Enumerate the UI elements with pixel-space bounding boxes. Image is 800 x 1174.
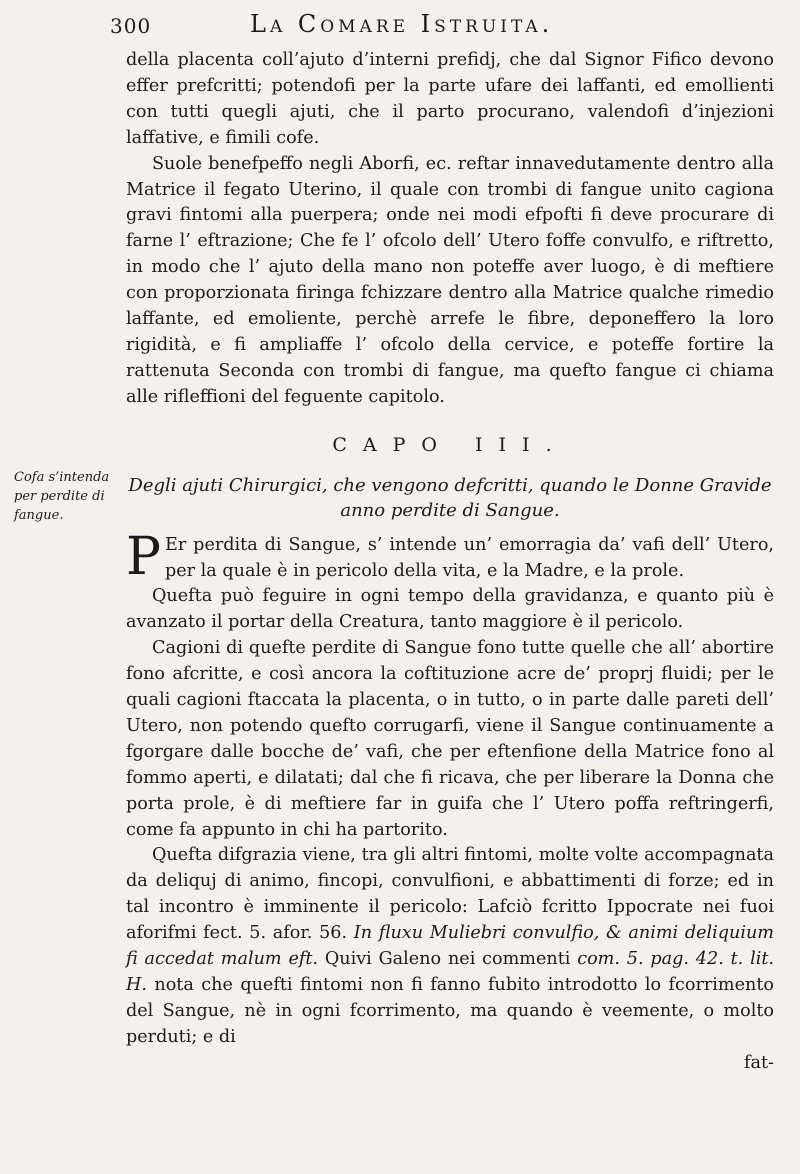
paragraph-2: Suole benefpeffo negli Aborfi, ec. reftar innavedutamente dentro alla Matrice il fegato Uterino, il quale con trombi di fangue unito cagiona gravi fintomi alla puerpera; onde nei modi efpofti fi deve procurare di farne l’ eftrazione; Che fe l’ ofcolo dell’ Utero foffe convulfo, e riftretto, in modo che l’ ajuto della mano non poteffe aver luogo, è di meftiere con proporzionata firinga fchizzare dentro alla Matrice qualche rimedio laffante, ed emoliente, perchè arrefe le fibre, deponeffero la loro rigidità, e fi ampliaffe l’ ofcolo della cervice, e poteffe fortire la rattenuta Seconda con trombi di fangue, ma quefto fangue ci chiama alle rifleffioni del feguente capitolo. (126, 153, 774, 407)
paragraph-3-text: Er perdita di Sangue, s’ intende un’ emorragia da’ vafi dell’ Utero, per la quale è in pericolo della vita, e la Madre, e la prole. (165, 534, 774, 581)
paragraph-6 (126, 843, 774, 1050)
page-body (126, 48, 774, 1077)
paragraph-3 (126, 526, 774, 587)
paragraph-6-a: Quefta difgrazia viene, tra gli altri fintomi, molte volte accompagnata da deliquj di animo, fincopi, convulfioni, e abbattimenti di forze; ed in tal incontro è imminente il pericolo: Lafciò fcritto Ippocrate nei fuoi aforifmi fect. 5. afor. 56. (126, 845, 774, 944)
drop-cap: P (126, 526, 161, 587)
paragraph-6-c: nota che quefti fintomi non fi fanno fubito introdotto lo fcorrimento del Sangue, nè in ogni fcorrimento, ma quando è veemente, o molto perduti; e di (126, 975, 774, 1047)
catchword: fat- (743, 1052, 774, 1073)
paragraph-1: della placenta coll’ajuto d’interni prefidj, che dal Signor Fifico devono effer prefcritti; potendofi per la parte ufare dei laffanti, ed emollienti con tutti quegli ajuti, che il parto procurano, valendofi d’injezioni laffative, e fimili cofe. (126, 50, 774, 148)
page-header (110, 10, 770, 48)
running-title: La Comare Istruita. (250, 10, 554, 38)
paragraph-5: Cagioni di quefte perdite di Sangue fono tutte quelle che all’ abortire fono afcritte, e così ancora la coftituzione acre de’ proprj fluidi; per le quali cagioni ftaccata la placenta, o in tutto, o in parte dalle pareti dell’ Utero, non potendo quefto corrugarfi, viene il Sangue continuamente a fgorgare dalle bocche de’ vafi, che per eftenfione della Matrice fono al fommo aperti, e dilatati; dal che fi ricava, che per liberare la Donna che porta prole, è di meftiere far in guifa che l’ Utero poffa reftringerfi, come fa appunto in chi ha partorito. (126, 638, 774, 840)
citation-reference: com. 5. pag. 42. t. lit. H. (126, 949, 775, 995)
page-number: 300 (110, 14, 152, 38)
chapter-heading: CAPO III. (332, 433, 568, 456)
margin-note: Cofa s’intenda per perdite di fangue. (14, 470, 110, 523)
chapter-subtitle: Degli ajuti Chirurgici, che vengono defcritti, quando le Donne Gravide anno perdite di Sangue. (128, 474, 772, 521)
latin-quote: In fluxu Muliebri convulfio, & animi deliquium fi accedat malum eft. (126, 923, 774, 970)
paragraph-6-b: Quivi Galeno nei commenti (324, 949, 571, 970)
paragraph-4: Quefta può feguire in ogni tempo della gravidanza, e quanto più è avanzato il portar della Creatura, tanto maggiore è il pericolo. (126, 586, 774, 633)
